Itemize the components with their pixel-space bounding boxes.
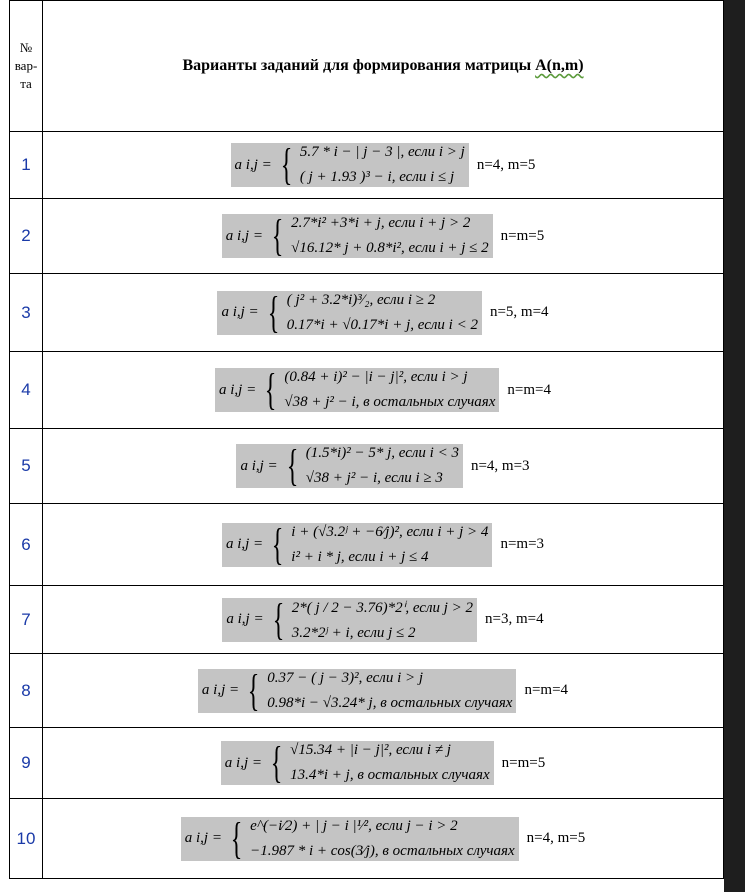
formula-case-2: 13.4*i + j, в остальных случаях <box>290 767 490 783</box>
variant-number: 9 <box>21 753 31 772</box>
variant-task-cell <box>43 654 724 728</box>
variant-task-cell <box>43 352 724 429</box>
formula-cases <box>267 670 512 712</box>
formula-cases <box>290 742 489 784</box>
formula-box <box>222 519 492 569</box>
formula-box <box>222 211 493 260</box>
header-title: Варианты заданий для формирования матрицы <box>182 57 536 74</box>
matrix-dimensions: n=4, m=5 <box>526 830 586 846</box>
formula-lhs: a i,j = <box>225 227 263 244</box>
formula-case-1: i + (√3.2ʲ + −6⁄j)², если i + j > 4 <box>291 523 489 540</box>
formula-case-1: 0.37 − ( j − 3)², если i > j <box>267 669 424 686</box>
variant-number: 10 <box>16 828 36 848</box>
formula-case-1: (1.5*i)² − 5* j, если i < 3 <box>305 445 459 461</box>
matrix-dimensions: n=3, m=4 <box>485 611 544 627</box>
variant-number-cell <box>10 429 43 504</box>
formula-box <box>222 594 477 644</box>
variant-task-cell <box>43 429 724 504</box>
variant-task-cell <box>43 586 724 654</box>
formula-lhs: a i,j = <box>234 156 272 173</box>
variants-table <box>9 0 724 879</box>
formula-case-2: √38 + j² − i, в остальных случаях <box>284 394 496 410</box>
variant-task-cell <box>43 504 724 586</box>
formula-cases <box>306 445 459 487</box>
header-row <box>10 1 724 132</box>
brace-icon: { <box>286 441 299 490</box>
variant-number-cell <box>10 799 43 879</box>
variant-number-cell <box>10 586 43 654</box>
variant-task-cell <box>43 132 724 199</box>
variant-row <box>10 586 724 654</box>
brace-icon: { <box>247 665 260 715</box>
variant-number: 8 <box>21 680 31 700</box>
variant-number: 2 <box>21 226 31 245</box>
variant-number-cell <box>10 199 43 274</box>
formula-box <box>231 140 469 189</box>
variant-number-cell <box>10 728 43 799</box>
variant-task-cell <box>43 274 724 352</box>
matrix-dimensions: n=m=3 <box>500 536 545 552</box>
formula-case-1: (0.84 + i)² − |i − j|², если i > j <box>284 369 468 385</box>
matrix-dimensions: n=m=5 <box>500 227 545 244</box>
variant-row <box>10 429 724 504</box>
formula-lhs: a i,j = <box>184 830 222 846</box>
brace-icon: { <box>230 813 243 863</box>
header-num-line-2: вар- <box>14 58 38 73</box>
formula-case-2: √16.12* j + 0.8*i², если i + j ≤ 2 <box>291 240 489 256</box>
variant-number: 4 <box>21 380 31 399</box>
header-title-matrix: A(n,m) <box>535 57 584 74</box>
matrix-dimensions: n=m=4 <box>507 381 551 398</box>
formula-case-1: 5.7 * i − | j − 3 |, если i > j <box>299 144 465 160</box>
variant-number: 1 <box>21 155 31 174</box>
formula-lhs: a i,j = <box>240 457 278 474</box>
variant-number-cell <box>10 504 43 586</box>
formula-case-2: 3.2*2ʲ + i, если j ≤ 2 <box>291 624 416 641</box>
formula-cases <box>291 215 489 257</box>
formula-lhs: a i,j = <box>224 754 263 771</box>
variant-row <box>10 728 724 799</box>
formula-case-2: 0.98*i − √3.24* j, в остальных случаях <box>267 694 513 711</box>
variant-number: 3 <box>21 302 31 322</box>
variant-row <box>10 132 724 199</box>
formula-box <box>236 441 463 490</box>
brace-icon: { <box>267 287 280 337</box>
variant-task-cell <box>43 728 724 799</box>
formula-box <box>181 813 519 863</box>
formula-box <box>215 365 499 414</box>
variant-number-cell <box>10 352 43 429</box>
brace-icon: { <box>280 140 293 189</box>
variant-row <box>10 274 724 352</box>
variant-row <box>10 799 724 879</box>
formula-case-2: ( j + 1.93 )³ − i, если i ≤ j <box>299 169 455 185</box>
variant-number-cell <box>10 274 43 352</box>
variant-row <box>10 199 724 274</box>
variant-task-cell <box>43 799 724 879</box>
formula-lhs: a i,j = <box>221 304 259 320</box>
formula-case-2: −1.987 * i + cos(3⁄j), в остальных случаях <box>250 842 515 859</box>
formula-cases <box>292 598 473 642</box>
formula-cases <box>291 524 488 566</box>
matrix-dimensions: n=5, m=4 <box>489 304 549 320</box>
formula-cases <box>287 292 478 334</box>
variant-number: 7 <box>21 609 31 629</box>
formula-case-1: e^(−i⁄2) + | j − i |¹⁄², если j − i > 2 <box>250 817 458 834</box>
variant-row <box>10 352 724 429</box>
formula-box <box>198 665 517 715</box>
matrix-dimensions: n=m=5 <box>501 754 546 771</box>
variant-row <box>10 654 724 728</box>
formula-box <box>221 738 494 787</box>
matrix-dimensions: n=4, m=5 <box>476 156 536 173</box>
formula-case-1: 2.7*i² +3*i + j, если i + j > 2 <box>291 215 471 231</box>
formula-cases <box>300 144 465 186</box>
brace-icon: { <box>272 594 284 644</box>
formula-cases <box>284 369 495 411</box>
header-num-line-3: та <box>20 76 32 91</box>
variant-number-cell <box>10 132 43 199</box>
matrix-dimensions: n=4, m=3 <box>470 457 530 474</box>
brace-icon: { <box>271 211 284 260</box>
formula-lhs: a i,j = <box>226 611 264 627</box>
brace-icon: { <box>271 519 284 569</box>
formula-case-2: i² + i * j, если i + j ≤ 4 <box>291 548 429 565</box>
header-title-cell <box>43 1 724 132</box>
variant-number: 6 <box>21 534 31 554</box>
formula-box <box>217 287 482 337</box>
formula-case-1: 2*( j / 2 − 3.76)*2ⁱ, если j > 2 <box>291 599 474 616</box>
variant-task-cell <box>43 199 724 274</box>
header-num-line-1: № <box>19 40 33 55</box>
formula-cases <box>250 818 515 860</box>
matrix-dimensions: n=m=4 <box>524 682 569 698</box>
window-right-border <box>724 0 745 892</box>
header-num-cell <box>10 1 43 132</box>
brace-icon: { <box>270 738 283 787</box>
variant-number: 5 <box>21 456 31 475</box>
formula-case-2: √38 + j² − i, если i ≥ 3 <box>305 470 443 486</box>
variant-number-cell <box>10 654 43 728</box>
variant-row <box>10 504 724 586</box>
formula-case-1: √15.34 + |i − j|², если i ≠ j <box>290 742 451 758</box>
formula-case-1: ( j² + 3.2*i)³⁄₂, если i ≥ 2 <box>286 291 436 308</box>
formula-lhs: a i,j = <box>219 381 257 398</box>
formula-lhs: a i,j = <box>201 682 240 698</box>
formula-lhs: a i,j = <box>225 536 264 552</box>
formula-case-2: 0.17*i + √0.17*i + j, если i < 2 <box>286 316 478 333</box>
brace-icon: { <box>264 365 277 414</box>
